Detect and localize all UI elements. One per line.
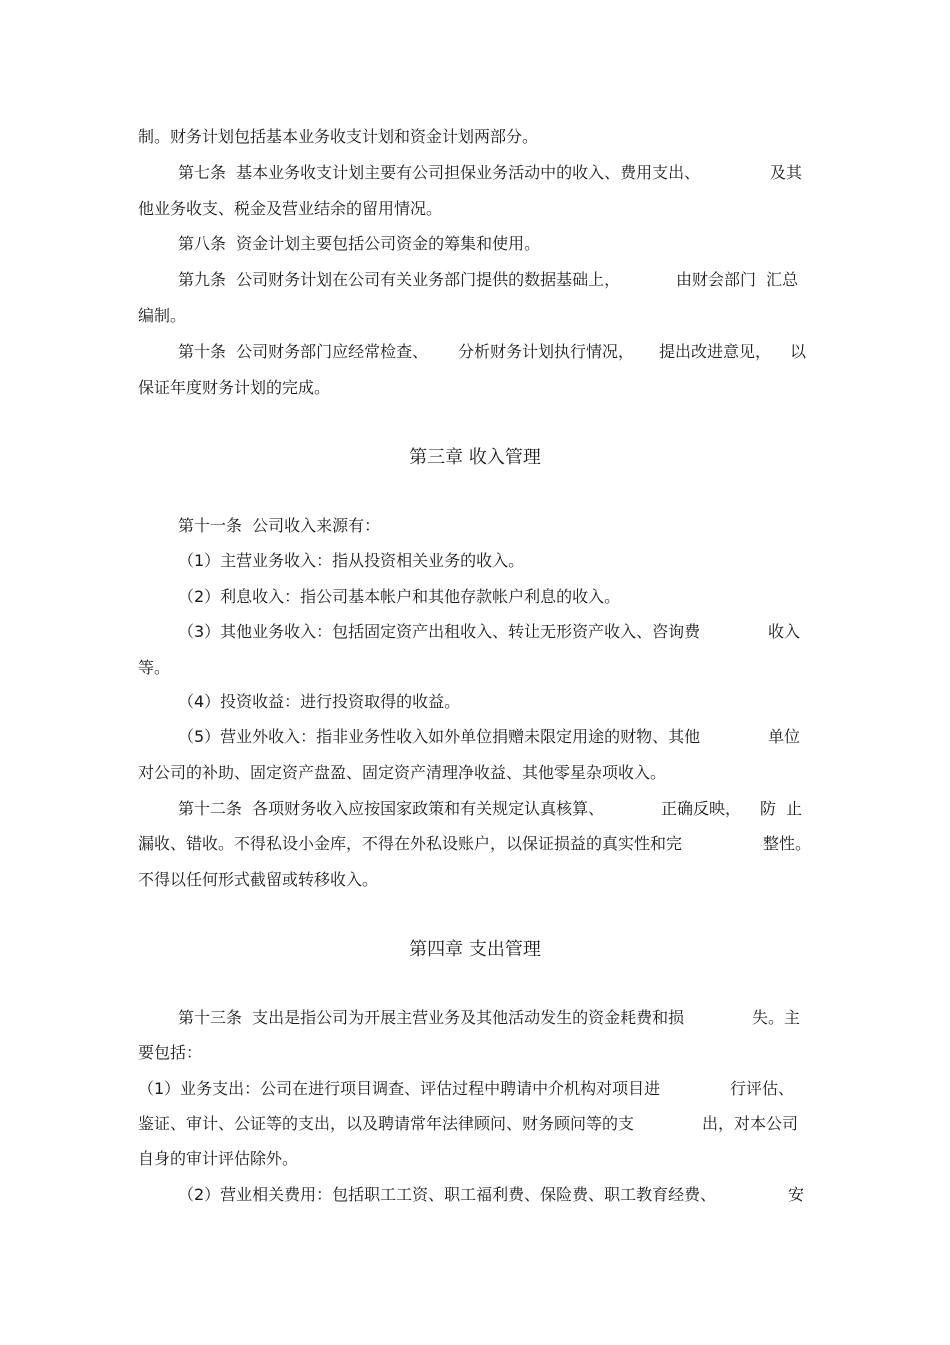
- text-line: （5）营业外收入：指非业务性收入如外单位捐赠未限定用途的财物、其他 单位: [178, 727, 801, 746]
- text-line: 不得以任何形式截留或转移收入。: [138, 870, 379, 889]
- text-line: 自身的审计评估除外。: [138, 1149, 299, 1168]
- text-line: 保证年度财务计划的完成。: [138, 378, 331, 397]
- text-line: 对公司的补助、固定资产盘盈、固定资产清理净收益、其他零星杂项收入。: [138, 763, 667, 782]
- text-line: 漏收、错收。不得私设小金库，不得在外私设账户，以保证损益的真实性和完 整性。: [138, 834, 812, 853]
- text-line: （1）业务支出：公司在进行项目调查、评估过程中聘请中介机构对项目进 行评估、: [138, 1079, 795, 1098]
- text-line: 第十二条 各项财务收入应按国家政策和有关规定认真核算、 正确反映， 防 止: [178, 799, 803, 818]
- chapter-heading: 第三章 收入管理: [409, 447, 541, 468]
- text-line: 第十条 公司财务部门应经常检查、 分析财务计划执行情况， 提出改进意见， 以: [178, 342, 807, 361]
- text-line: 鉴证、审计、公证等的支出，以及聘请常年法律顾问、财务顾问等的支 出，对本公司: [138, 1114, 799, 1133]
- text-line: （1）主营业务收入：指从投资相关业务的收入。: [178, 551, 525, 570]
- text-line: 第九条 公司财务计划在公司有关业务部门提供的数据基础上， 由财会部门 汇总: [178, 270, 799, 289]
- text-line: （4）投资收益：进行投资取得的收益。: [178, 692, 461, 711]
- text-line: 编制。: [138, 306, 187, 325]
- text-line: 要包括：: [138, 1043, 203, 1062]
- text-line: 第七条 基本业务收支计划主要有公司担保业务活动中的收入、费用支出、 及其: [178, 163, 803, 182]
- chapter-heading: 第四章 支出管理: [409, 939, 541, 960]
- text-line: 他业务收支、税金及营业结余的留用情况。: [138, 199, 443, 218]
- text-line: （2）营业相关费用：包括职工工资、职工福利费、保险费、职工教育经费、 安: [178, 1185, 805, 1204]
- text-line: 第十三条 支出是指公司为开展主营业务及其他活动发生的资金耗费和损 失。主: [178, 1008, 801, 1027]
- text-line: 等。: [138, 658, 171, 677]
- text-line: 制。财务计划包括基本业务收支计划和资金计划两部分。: [138, 127, 539, 146]
- text-line: （2）利息收入：指公司基本帐户和其他存款帐户利息的收入。: [178, 587, 621, 606]
- text-line: 第八条 资金计划主要包括公司资金的筹集和使用。: [178, 234, 541, 253]
- text-line: （3）其他业务收入：包括固定资产出租收入、转让无形资产收入、咨询费 收入: [178, 622, 801, 641]
- text-line: 第十一条 公司收入来源有：: [178, 516, 381, 535]
